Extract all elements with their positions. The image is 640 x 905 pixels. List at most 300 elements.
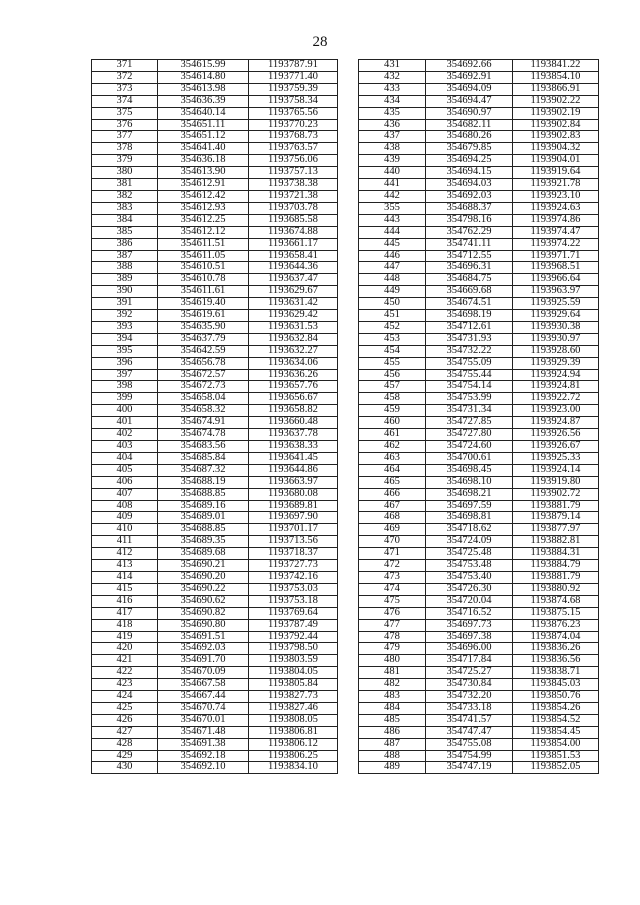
- x-coordinate-cell: 354610.78: [158, 274, 249, 286]
- point-number-cell: 476: [359, 607, 426, 619]
- x-coordinate-cell: 354690.97: [426, 107, 513, 119]
- y-coordinate-cell: 1193738.38: [249, 179, 338, 191]
- x-coordinate-cell: 354612.12: [158, 226, 249, 238]
- y-coordinate-cell: 1193674.88: [249, 226, 338, 238]
- y-coordinate-cell: 1193930.97: [513, 333, 599, 345]
- x-coordinate-cell: 354688.85: [158, 524, 249, 536]
- point-number-cell: 385: [92, 226, 158, 238]
- point-number-cell: 380: [92, 167, 158, 179]
- x-coordinate-cell: 354656.78: [158, 357, 249, 369]
- table-row: [92, 571, 338, 583]
- point-number-cell: 457: [359, 381, 426, 393]
- table-row: [92, 333, 338, 345]
- y-coordinate-cell: 1193854.00: [513, 738, 599, 750]
- y-coordinate-cell: 1193805.84: [249, 679, 338, 691]
- x-coordinate-cell: 354694.03: [426, 179, 513, 191]
- point-number-cell: 455: [359, 357, 426, 369]
- table-row: [92, 524, 338, 536]
- y-coordinate-cell: 1193638.33: [249, 441, 338, 453]
- table-row: [92, 762, 338, 774]
- y-coordinate-cell: 1193919.80: [513, 476, 599, 488]
- y-coordinate-cell: 1193923.00: [513, 405, 599, 417]
- table-row: [359, 369, 599, 381]
- point-number-cell: 407: [92, 488, 158, 500]
- table-row: [359, 560, 599, 572]
- point-number-cell: 465: [359, 476, 426, 488]
- y-coordinate-cell: 1193661.17: [249, 238, 338, 250]
- x-coordinate-cell: 354694.15: [426, 167, 513, 179]
- table-row: [92, 274, 338, 286]
- table-row: [359, 238, 599, 250]
- table-row: [359, 202, 599, 214]
- table-row: [92, 119, 338, 131]
- table-row: [359, 190, 599, 202]
- x-coordinate-cell: 354615.99: [158, 60, 249, 72]
- y-coordinate-cell: 1193850.76: [513, 691, 599, 703]
- y-coordinate-cell: 1193879.14: [513, 512, 599, 524]
- point-number-cell: 440: [359, 167, 426, 179]
- x-coordinate-cell: 354732.22: [426, 345, 513, 357]
- table-row: [359, 476, 599, 488]
- table-row: [92, 226, 338, 238]
- table-row: [359, 262, 599, 274]
- table-row: [92, 95, 338, 107]
- y-coordinate-cell: 1193663.97: [249, 476, 338, 488]
- y-coordinate-cell: 1193880.92: [513, 583, 599, 595]
- x-coordinate-cell: 354727.85: [426, 417, 513, 429]
- y-coordinate-cell: 1193629.67: [249, 286, 338, 298]
- table-row: [359, 417, 599, 429]
- x-coordinate-cell: 354670.74: [158, 702, 249, 714]
- point-number-cell: 411: [92, 536, 158, 548]
- y-coordinate-cell: 1193924.94: [513, 369, 599, 381]
- table-row: [359, 655, 599, 667]
- table-row: [92, 464, 338, 476]
- x-coordinate-cell: 354692.18: [158, 750, 249, 762]
- table-row: [92, 714, 338, 726]
- y-coordinate-cell: 1193904.01: [513, 155, 599, 167]
- y-coordinate-cell: 1193656.67: [249, 393, 338, 405]
- table-row: [92, 643, 338, 655]
- table-row: [92, 369, 338, 381]
- point-number-cell: 426: [92, 714, 158, 726]
- point-number-cell: 439: [359, 155, 426, 167]
- x-coordinate-cell: 354730.84: [426, 679, 513, 691]
- point-number-cell: 475: [359, 595, 426, 607]
- page-number: 28: [312, 34, 328, 50]
- table-row: [92, 560, 338, 572]
- y-coordinate-cell: 1193834.10: [249, 762, 338, 774]
- point-number-cell: 451: [359, 310, 426, 322]
- table-row: [359, 179, 599, 191]
- y-coordinate-cell: 1193845.03: [513, 679, 599, 691]
- point-number-cell: 387: [92, 250, 158, 262]
- y-coordinate-cell: 1193770.23: [249, 119, 338, 131]
- point-number-cell: 386: [92, 238, 158, 250]
- y-coordinate-cell: 1193836.26: [513, 643, 599, 655]
- y-coordinate-cell: 1193660.48: [249, 417, 338, 429]
- point-number-cell: 394: [92, 333, 158, 345]
- table-row: [359, 167, 599, 179]
- table-row: [359, 143, 599, 155]
- y-coordinate-cell: 1193631.42: [249, 298, 338, 310]
- x-coordinate-cell: 354720.04: [426, 595, 513, 607]
- x-coordinate-cell: 354612.91: [158, 179, 249, 191]
- table-row: [92, 321, 338, 333]
- y-coordinate-cell: 1193768.73: [249, 131, 338, 143]
- table-row: [92, 83, 338, 95]
- y-coordinate-cell: 1193854.10: [513, 71, 599, 83]
- point-number-cell: 412: [92, 548, 158, 560]
- x-coordinate-cell: 354685.84: [158, 452, 249, 464]
- point-number-cell: 416: [92, 595, 158, 607]
- point-number-cell: 489: [359, 762, 426, 774]
- point-number-cell: 428: [92, 738, 158, 750]
- table-row: [92, 202, 338, 214]
- point-number-cell: 384: [92, 214, 158, 226]
- point-number-cell: 377: [92, 131, 158, 143]
- y-coordinate-cell: 1193685.58: [249, 214, 338, 226]
- x-coordinate-cell: 354690.20: [158, 571, 249, 583]
- x-coordinate-cell: 354690.82: [158, 607, 249, 619]
- point-number-cell: 458: [359, 393, 426, 405]
- point-number-cell: 427: [92, 726, 158, 738]
- y-coordinate-cell: 1193701.17: [249, 524, 338, 536]
- y-coordinate-cell: 1193658.41: [249, 250, 338, 262]
- table-row: [359, 71, 599, 83]
- table-row: [359, 488, 599, 500]
- x-coordinate-cell: 354692.91: [426, 71, 513, 83]
- point-number-cell: 392: [92, 310, 158, 322]
- point-number-cell: 422: [92, 667, 158, 679]
- point-number-cell: 373: [92, 83, 158, 95]
- table-row: [92, 167, 338, 179]
- point-number-cell: 482: [359, 679, 426, 691]
- x-coordinate-cell: 354697.38: [426, 631, 513, 643]
- table-row: [92, 702, 338, 714]
- point-number-cell: 435: [359, 107, 426, 119]
- point-number-cell: 395: [92, 345, 158, 357]
- y-coordinate-cell: 1193808.05: [249, 714, 338, 726]
- table-row: [92, 738, 338, 750]
- table-row: [92, 405, 338, 417]
- x-coordinate-cell: 354698.19: [426, 310, 513, 322]
- y-coordinate-cell: 1193974.47: [513, 226, 599, 238]
- table-row: [92, 71, 338, 83]
- table-row: [359, 250, 599, 262]
- table-row: [92, 750, 338, 762]
- table-row: [359, 405, 599, 417]
- point-number-cell: 390: [92, 286, 158, 298]
- x-coordinate-cell: 354691.38: [158, 738, 249, 750]
- table-row: [359, 107, 599, 119]
- point-number-cell: 382: [92, 190, 158, 202]
- table-row: [359, 286, 599, 298]
- point-number-cell: 399: [92, 393, 158, 405]
- table-row: [359, 643, 599, 655]
- table-row: [359, 583, 599, 595]
- y-coordinate-cell: 1193765.56: [249, 107, 338, 119]
- point-number-cell: 393: [92, 321, 158, 333]
- point-number-cell: 388: [92, 262, 158, 274]
- point-number-cell: 415: [92, 583, 158, 595]
- x-coordinate-cell: 354688.37: [426, 202, 513, 214]
- point-number-cell: 405: [92, 464, 158, 476]
- y-coordinate-cell: 1193787.49: [249, 619, 338, 631]
- y-coordinate-cell: 1193827.46: [249, 702, 338, 714]
- point-number-cell: 461: [359, 429, 426, 441]
- point-number-cell: 447: [359, 262, 426, 274]
- table-row: [92, 512, 338, 524]
- table-row: [359, 357, 599, 369]
- table-row: [359, 691, 599, 703]
- x-coordinate-cell: 354658.32: [158, 405, 249, 417]
- table-row: [359, 726, 599, 738]
- y-coordinate-cell: 1193637.78: [249, 429, 338, 441]
- table-row: [92, 131, 338, 143]
- x-coordinate-cell: 354680.26: [426, 131, 513, 143]
- point-number-cell: 464: [359, 464, 426, 476]
- x-coordinate-cell: 354640.14: [158, 107, 249, 119]
- point-number-cell: 430: [92, 762, 158, 774]
- y-coordinate-cell: 1193924.14: [513, 464, 599, 476]
- table-row: [359, 226, 599, 238]
- table-row: [359, 679, 599, 691]
- table-row: [92, 190, 338, 202]
- y-coordinate-cell: 1193852.05: [513, 762, 599, 774]
- point-number-cell: 485: [359, 714, 426, 726]
- x-coordinate-cell: 354674.51: [426, 298, 513, 310]
- table-row: [92, 726, 338, 738]
- y-coordinate-cell: 1193792.44: [249, 631, 338, 643]
- x-coordinate-cell: 354612.42: [158, 190, 249, 202]
- table-row: [359, 548, 599, 560]
- x-coordinate-cell: 354692.03: [158, 643, 249, 655]
- y-coordinate-cell: 1193924.63: [513, 202, 599, 214]
- y-coordinate-cell: 1193637.47: [249, 274, 338, 286]
- x-coordinate-cell: 354690.22: [158, 583, 249, 595]
- point-number-cell: 421: [92, 655, 158, 667]
- point-number-cell: 479: [359, 643, 426, 655]
- point-number-cell: 462: [359, 441, 426, 453]
- y-coordinate-cell: 1193658.82: [249, 405, 338, 417]
- point-number-cell: 432: [359, 71, 426, 83]
- y-coordinate-cell: 1193838.71: [513, 667, 599, 679]
- table-row: [359, 321, 599, 333]
- x-coordinate-cell: 354755.09: [426, 357, 513, 369]
- x-coordinate-cell: 354612.93: [158, 202, 249, 214]
- point-number-cell: 442: [359, 190, 426, 202]
- point-number-cell: 425: [92, 702, 158, 714]
- x-coordinate-cell: 354619.40: [158, 298, 249, 310]
- y-coordinate-cell: 1193641.45: [249, 452, 338, 464]
- y-coordinate-cell: 1193803.59: [249, 655, 338, 667]
- x-coordinate-cell: 354636.39: [158, 95, 249, 107]
- x-coordinate-cell: 354612.25: [158, 214, 249, 226]
- point-number-cell: 372: [92, 71, 158, 83]
- y-coordinate-cell: 1193854.45: [513, 726, 599, 738]
- point-number-cell: 463: [359, 452, 426, 464]
- x-coordinate-cell: 354698.21: [426, 488, 513, 500]
- x-coordinate-cell: 354741.11: [426, 238, 513, 250]
- x-coordinate-cell: 354613.90: [158, 167, 249, 179]
- x-coordinate-cell: 354690.80: [158, 619, 249, 631]
- point-number-cell: 436: [359, 119, 426, 131]
- y-coordinate-cell: 1193757.13: [249, 167, 338, 179]
- table-row: [359, 441, 599, 453]
- table-row: [92, 393, 338, 405]
- point-number-cell: 473: [359, 571, 426, 583]
- y-coordinate-cell: 1193771.40: [249, 71, 338, 83]
- y-coordinate-cell: 1193875.15: [513, 607, 599, 619]
- x-coordinate-cell: 354700.61: [426, 452, 513, 464]
- point-number-cell: 389: [92, 274, 158, 286]
- point-number-cell: 429: [92, 750, 158, 762]
- point-number-cell: 446: [359, 250, 426, 262]
- table-row: [359, 393, 599, 405]
- table-row: [359, 274, 599, 286]
- x-coordinate-cell: 354733.18: [426, 702, 513, 714]
- x-coordinate-cell: 354692.10: [158, 762, 249, 774]
- point-number-cell: 468: [359, 512, 426, 524]
- y-coordinate-cell: 1193902.83: [513, 131, 599, 143]
- y-coordinate-cell: 1193974.86: [513, 214, 599, 226]
- x-coordinate-cell: 354724.09: [426, 536, 513, 548]
- y-coordinate-cell: 1193798.50: [249, 643, 338, 655]
- x-coordinate-cell: 354670.09: [158, 667, 249, 679]
- y-coordinate-cell: 1193827.73: [249, 691, 338, 703]
- x-coordinate-cell: 354725.27: [426, 667, 513, 679]
- y-coordinate-cell: 1193882.81: [513, 536, 599, 548]
- y-coordinate-cell: 1193926.67: [513, 441, 599, 453]
- table-row: [359, 298, 599, 310]
- table-row: [92, 107, 338, 119]
- x-coordinate-cell: 354762.29: [426, 226, 513, 238]
- point-number-cell: 408: [92, 500, 158, 512]
- x-coordinate-cell: 354689.16: [158, 500, 249, 512]
- x-coordinate-cell: 354753.99: [426, 393, 513, 405]
- x-coordinate-cell: 354732.20: [426, 691, 513, 703]
- x-coordinate-cell: 354636.18: [158, 155, 249, 167]
- point-number-cell: 438: [359, 143, 426, 155]
- table-row: [92, 595, 338, 607]
- x-coordinate-cell: 354718.62: [426, 524, 513, 536]
- table-row: [359, 667, 599, 679]
- table-row: [92, 691, 338, 703]
- x-coordinate-cell: 354672.57: [158, 369, 249, 381]
- coordinate-table-left: [91, 59, 338, 774]
- point-number-cell: 480: [359, 655, 426, 667]
- table-row: [92, 214, 338, 226]
- table-row: [359, 381, 599, 393]
- y-coordinate-cell: 1193874.04: [513, 631, 599, 643]
- y-coordinate-cell: 1193876.23: [513, 619, 599, 631]
- x-coordinate-cell: 354688.85: [158, 488, 249, 500]
- table-row: [359, 119, 599, 131]
- y-coordinate-cell: 1193881.79: [513, 500, 599, 512]
- x-coordinate-cell: 354755.08: [426, 738, 513, 750]
- y-coordinate-cell: 1193763.57: [249, 143, 338, 155]
- table-row: [92, 500, 338, 512]
- table-row: [359, 131, 599, 143]
- table-row: [359, 702, 599, 714]
- table-row: [359, 762, 599, 774]
- x-coordinate-cell: 354610.51: [158, 262, 249, 274]
- x-coordinate-cell: 354694.25: [426, 155, 513, 167]
- table-row: [359, 619, 599, 631]
- y-coordinate-cell: 1193806.25: [249, 750, 338, 762]
- x-coordinate-cell: 354611.51: [158, 238, 249, 250]
- y-coordinate-cell: 1193718.37: [249, 548, 338, 560]
- point-number-cell: 379: [92, 155, 158, 167]
- y-coordinate-cell: 1193971.71: [513, 250, 599, 262]
- y-coordinate-cell: 1193922.72: [513, 393, 599, 405]
- point-number-cell: 404: [92, 452, 158, 464]
- x-coordinate-cell: 354731.93: [426, 333, 513, 345]
- table-row: [359, 60, 599, 72]
- point-number-cell: 374: [92, 95, 158, 107]
- table-row: [92, 441, 338, 453]
- table-row: [359, 524, 599, 536]
- x-coordinate-cell: 354669.68: [426, 286, 513, 298]
- table-row: [92, 345, 338, 357]
- y-coordinate-cell: 1193721.38: [249, 190, 338, 202]
- x-coordinate-cell: 354691.70: [158, 655, 249, 667]
- point-number-cell: 378: [92, 143, 158, 155]
- x-coordinate-cell: 354637.79: [158, 333, 249, 345]
- point-number-cell: 486: [359, 726, 426, 738]
- y-coordinate-cell: 1193657.76: [249, 381, 338, 393]
- y-coordinate-cell: 1193874.68: [513, 595, 599, 607]
- y-coordinate-cell: 1193968.51: [513, 262, 599, 274]
- point-number-cell: 481: [359, 667, 426, 679]
- y-coordinate-cell: 1193921.78: [513, 179, 599, 191]
- x-coordinate-cell: 354692.03: [426, 190, 513, 202]
- y-coordinate-cell: 1193854.26: [513, 702, 599, 714]
- point-number-cell: 466: [359, 488, 426, 500]
- y-coordinate-cell: 1193925.33: [513, 452, 599, 464]
- x-coordinate-cell: 354611.61: [158, 286, 249, 298]
- x-coordinate-cell: 354611.05: [158, 250, 249, 262]
- y-coordinate-cell: 1193753.18: [249, 595, 338, 607]
- x-coordinate-cell: 354726.30: [426, 583, 513, 595]
- table-row: [92, 679, 338, 691]
- x-coordinate-cell: 354712.61: [426, 321, 513, 333]
- y-coordinate-cell: 1193854.52: [513, 714, 599, 726]
- point-number-cell: 441: [359, 179, 426, 191]
- point-number-cell: 402: [92, 429, 158, 441]
- table-row: [92, 536, 338, 548]
- point-number-cell: 413: [92, 560, 158, 572]
- x-coordinate-cell: 354692.66: [426, 60, 513, 72]
- y-coordinate-cell: 1193756.06: [249, 155, 338, 167]
- point-number-cell: 483: [359, 691, 426, 703]
- x-coordinate-cell: 354741.57: [426, 714, 513, 726]
- point-number-cell: 448: [359, 274, 426, 286]
- table-row: [92, 381, 338, 393]
- y-coordinate-cell: 1193928.60: [513, 345, 599, 357]
- point-number-cell: 423: [92, 679, 158, 691]
- table-row: [359, 738, 599, 750]
- x-coordinate-cell: 354641.40: [158, 143, 249, 155]
- x-coordinate-cell: 354690.21: [158, 560, 249, 572]
- point-number-cell: 398: [92, 381, 158, 393]
- y-coordinate-cell: 1193753.03: [249, 583, 338, 595]
- x-coordinate-cell: 354658.04: [158, 393, 249, 405]
- table-row: [92, 548, 338, 560]
- y-coordinate-cell: 1193634.06: [249, 357, 338, 369]
- table-row: [92, 631, 338, 643]
